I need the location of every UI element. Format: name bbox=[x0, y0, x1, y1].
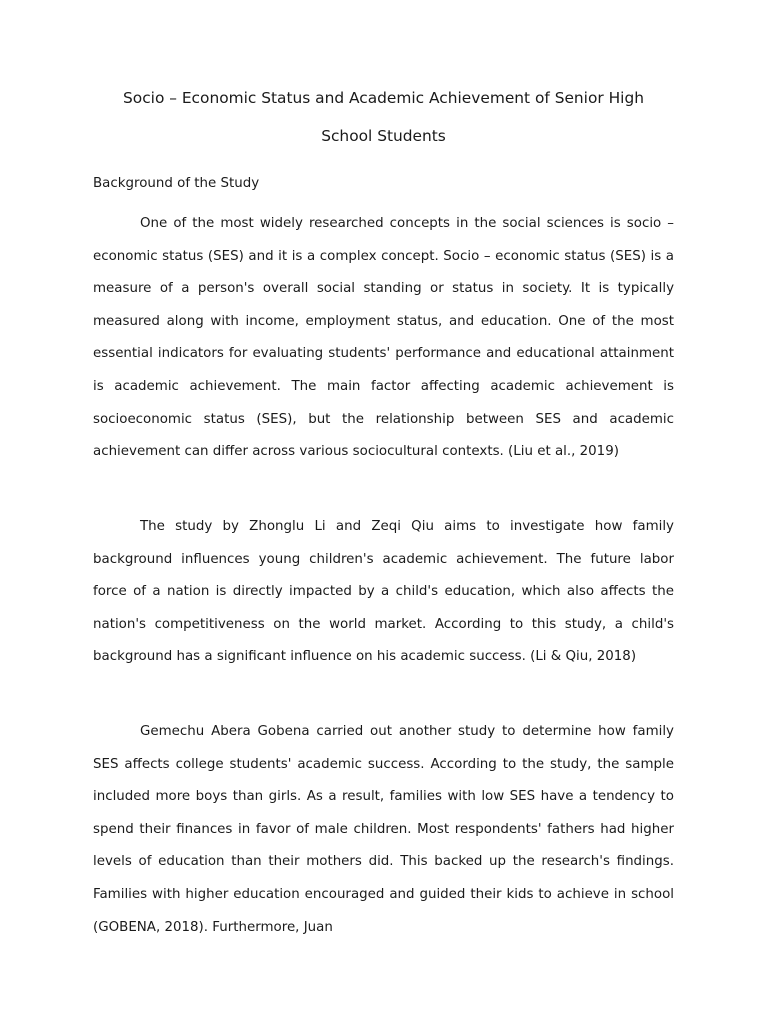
paragraph-2: The study by Zhonglu Li and Zeqi Qiu aims to investigate how family background influences young children's academic achievement. The future labor force of a nation is directly impacted by a child's education, which also affects the nation's competitiveness on the world market. According to this study, a child's background has a significant influence on his academic success. (Li & Qiu, 2018) bbox=[93, 519, 674, 665]
document-title-line-1: Socio – Economic Status and Academic Achievement of Senior High bbox=[123, 89, 644, 107]
paragraph-1: One of the most widely researched concepts in the social sciences is socio – economic status (SES) and it is a complex concept. Socio – economic status (SES) is a measure of a person's overall social standing or status in society. It is typically measured along with income, employment status, and education. One of the most essential indicators for evaluating students' performance and educational attainment is academic achievement. The main factor affecting academic achievement is socioeconomic status (SES), but the relationship between SES and academic achievement can differ across various sociocultural contexts. (Liu et al., 2019) bbox=[93, 216, 674, 460]
paragraph-3: Gemechu Abera Gobena carried out another study to determine how family SES affects college students' academic success. According to the study, the sample included more boys than girls. As a result, families with low SES have a tendency to spend their finances in favor of male children. Most respondents' fathers had higher levels of education than their mothers did. This backed up the research's findings. Families with higher education encouraged and guided their kids to achieve in school (GOBENA, 2018). Furthermore, Juan bbox=[93, 724, 674, 935]
document-title-line-2: School Students bbox=[321, 127, 446, 145]
section-heading: Background of the Study bbox=[93, 176, 260, 191]
